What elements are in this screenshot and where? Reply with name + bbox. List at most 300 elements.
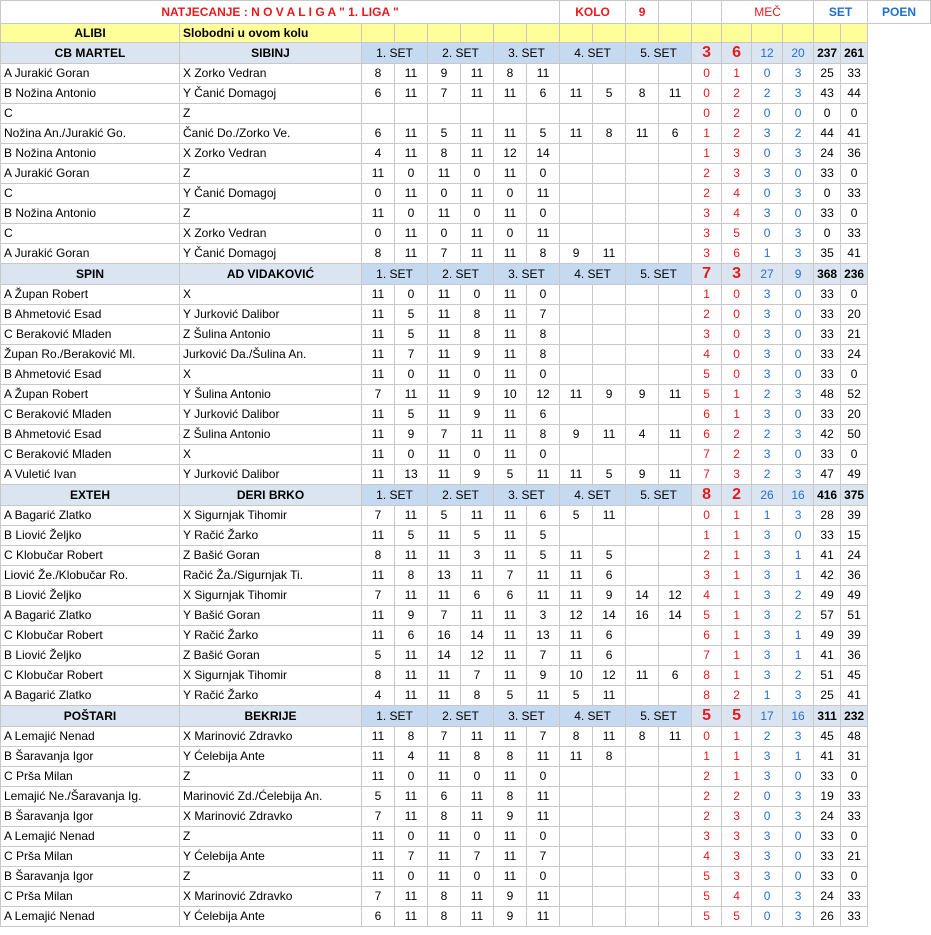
points-away: 15 (841, 526, 868, 546)
sets-away: 3 (783, 184, 814, 204)
set-score: 11 (395, 807, 428, 827)
set-score (659, 907, 692, 927)
match-points-away: 236 (841, 264, 868, 285)
points-home: 19 (814, 787, 841, 807)
points-home: 43 (814, 84, 841, 104)
set-score: 9 (626, 465, 659, 485)
set-score: 11 (626, 666, 659, 686)
set-score: 6 (527, 405, 560, 425)
set-label: 2. SET (428, 43, 494, 64)
set-score: 11 (428, 445, 461, 465)
set-score: 6 (461, 586, 494, 606)
game-row (1, 345, 931, 365)
set-score: 8 (428, 907, 461, 927)
away-player: X Marinović Zdravko (180, 887, 362, 907)
points-home: 42 (814, 566, 841, 586)
match-points-home: 416 (814, 485, 841, 506)
home-player: C Beraković Mladen (1, 445, 180, 465)
points-home: 26 (814, 907, 841, 927)
game-row (1, 546, 931, 566)
sets-away: 2 (783, 586, 814, 606)
set-score: 11 (560, 84, 593, 104)
set-score: 9 (626, 385, 659, 405)
home-player: Nožina An./Jurakić Go. (1, 124, 180, 144)
set-score: 11 (494, 546, 527, 566)
set-score: 8 (395, 727, 428, 747)
mec-home: 5 (692, 907, 722, 927)
away-player: X Zorko Vedran (180, 144, 362, 164)
set-score: 7 (362, 807, 395, 827)
mec-home: 8 (692, 686, 722, 706)
game-row (1, 64, 931, 84)
set-score (395, 104, 428, 124)
points-home: 33 (814, 526, 841, 546)
away-player: Z (180, 104, 362, 124)
points-home: 28 (814, 506, 841, 526)
sets-away: 3 (783, 807, 814, 827)
mec-away: 3 (722, 465, 752, 485)
set-score (593, 787, 626, 807)
points-away: 21 (841, 847, 868, 867)
set-score: 7 (527, 847, 560, 867)
set-score: 0 (527, 204, 560, 224)
set-score (593, 887, 626, 907)
points-home: 33 (814, 445, 841, 465)
set-score: 11 (527, 64, 560, 84)
set-score: 3 (527, 606, 560, 626)
set-score: 5 (395, 405, 428, 425)
mec-away: 1 (722, 646, 752, 666)
set-score: 4 (626, 425, 659, 445)
set-score: 11 (527, 887, 560, 907)
points-home: 47 (814, 465, 841, 485)
set-score: 6 (494, 586, 527, 606)
away-player: Y Šulina Antonio (180, 385, 362, 405)
set-score (659, 526, 692, 546)
set-score (626, 787, 659, 807)
set-score (560, 104, 593, 124)
sets-home: 3 (752, 365, 783, 385)
sets-home: 3 (752, 204, 783, 224)
game-row (1, 526, 931, 546)
set-score (659, 807, 692, 827)
set-score: 11 (395, 224, 428, 244)
game-row (1, 405, 931, 425)
set-score (626, 285, 659, 305)
sets-away: 1 (783, 747, 814, 767)
mec-home: 0 (692, 727, 722, 747)
sets-home: 2 (752, 727, 783, 747)
set-score: 4 (362, 686, 395, 706)
set-score: 11 (494, 827, 527, 847)
set-score: 7 (461, 847, 494, 867)
set-score: 11 (362, 566, 395, 586)
set-label: 1. SET (362, 264, 428, 285)
mec-home: 2 (692, 164, 722, 184)
sets-away: 0 (783, 847, 814, 867)
set-score (593, 285, 626, 305)
set-score (560, 445, 593, 465)
game-row (1, 847, 931, 867)
set-score: 16 (428, 626, 461, 646)
mec-away: 1 (722, 666, 752, 686)
set-score (659, 827, 692, 847)
set-score: 7 (428, 425, 461, 445)
set-score: 11 (362, 847, 395, 867)
away-player: Y Račić Žarko (180, 526, 362, 546)
points-away: 49 (841, 465, 868, 485)
mec-away: 2 (722, 425, 752, 445)
away-player: Z (180, 204, 362, 224)
away-player: X (180, 285, 362, 305)
set-score: 11 (593, 244, 626, 264)
set-score: 9 (593, 586, 626, 606)
points-away: 36 (841, 646, 868, 666)
header-blank (692, 1, 722, 24)
set-score: 11 (428, 465, 461, 485)
set-score: 12 (593, 666, 626, 686)
set-score: 11 (362, 827, 395, 847)
set-score (659, 104, 692, 124)
set-score (626, 887, 659, 907)
match-points-home: 311 (814, 706, 841, 727)
set-score (593, 847, 626, 867)
mec-home: 3 (692, 325, 722, 345)
set-score: 11 (362, 727, 395, 747)
set-score: 11 (527, 465, 560, 485)
set-score: 11 (362, 345, 395, 365)
set-score (626, 847, 659, 867)
home-player: C (1, 224, 180, 244)
set-score (659, 867, 692, 887)
set-score: 11 (395, 385, 428, 405)
away-player: Z Bašić Goran (180, 646, 362, 666)
mec-away: 1 (722, 405, 752, 425)
game-row (1, 84, 931, 104)
sets-away: 2 (783, 606, 814, 626)
set-score: 11 (560, 626, 593, 646)
mec-home: 2 (692, 305, 722, 325)
set-score: 11 (494, 204, 527, 224)
set-score: 11 (494, 285, 527, 305)
set-score: 11 (428, 164, 461, 184)
set-score: 11 (659, 727, 692, 747)
mec-home: 1 (692, 747, 722, 767)
points-home: 49 (814, 586, 841, 606)
set-score: 11 (428, 345, 461, 365)
game-row (1, 224, 931, 244)
home-player: A Bagarić Zlatko (1, 686, 180, 706)
set-score: 11 (560, 465, 593, 485)
mec-home: 6 (692, 405, 722, 425)
match-mec-home: 3 (692, 43, 722, 64)
set-score: 9 (395, 606, 428, 626)
mec-away: 1 (722, 526, 752, 546)
mec-home: 2 (692, 787, 722, 807)
set-score: 11 (494, 606, 527, 626)
points-away: 0 (841, 204, 868, 224)
home-player: B Šaravanja Igor (1, 747, 180, 767)
set-score: 11 (494, 526, 527, 546)
set-score: 11 (428, 747, 461, 767)
home-player: A Jurakić Goran (1, 164, 180, 184)
set-score: 7 (362, 385, 395, 405)
set-score (593, 526, 626, 546)
set-score: 11 (362, 767, 395, 787)
mec-home: 3 (692, 204, 722, 224)
set-score: 11 (461, 64, 494, 84)
set-score: 7 (527, 305, 560, 325)
set-score (593, 867, 626, 887)
home-player: B Nožina Antonio (1, 84, 180, 104)
set-score (626, 144, 659, 164)
away-player: X Marinović Zdravko (180, 807, 362, 827)
points-away: 44 (841, 84, 868, 104)
set-score: 0 (494, 184, 527, 204)
mec-away: 3 (722, 164, 752, 184)
set-score: 11 (428, 686, 461, 706)
away-player: Y Čanić Domagoj (180, 84, 362, 104)
sets-home: 3 (752, 546, 783, 566)
match-mec-home: 8 (692, 485, 722, 506)
set-score: 9 (395, 425, 428, 445)
match-mec-away: 2 (722, 485, 752, 506)
sets-away: 1 (783, 646, 814, 666)
set-score: 11 (428, 586, 461, 606)
points-away: 45 (841, 666, 868, 686)
mec-away: 3 (722, 847, 752, 867)
set-score (560, 224, 593, 244)
game-row (1, 646, 931, 666)
set-score: 8 (560, 727, 593, 747)
away-player: Z Bašić Goran (180, 546, 362, 566)
set-score (560, 345, 593, 365)
mec-away: 1 (722, 586, 752, 606)
set-label: 1. SET (362, 43, 428, 64)
match-header-row (1, 264, 931, 285)
match-points-away: 375 (841, 485, 868, 506)
set-label: 2. SET (428, 485, 494, 506)
points-home: 33 (814, 305, 841, 325)
set-score: 0 (362, 224, 395, 244)
sets-away: 3 (783, 144, 814, 164)
away-player: X Zorko Vedran (180, 224, 362, 244)
set-score: 11 (593, 686, 626, 706)
set-score (659, 445, 692, 465)
sets-away: 3 (783, 244, 814, 264)
home-player: B Nožina Antonio (1, 204, 180, 224)
mec-home: 3 (692, 244, 722, 264)
set-score: 0 (461, 867, 494, 887)
sets-home: 2 (752, 385, 783, 405)
set-score: 11 (395, 666, 428, 686)
set-score: 8 (428, 807, 461, 827)
set-score: 0 (395, 445, 428, 465)
set-score: 12 (560, 606, 593, 626)
home-player: C Prša Milan (1, 887, 180, 907)
away-player: Y Čanić Domagoj (180, 244, 362, 264)
set-score: 7 (527, 727, 560, 747)
points-home: 33 (814, 827, 841, 847)
game-row (1, 807, 931, 827)
set-score: 14 (428, 646, 461, 666)
set-score: 11 (428, 847, 461, 867)
set-score (659, 164, 692, 184)
sets-away: 0 (783, 204, 814, 224)
points-home: 48 (814, 385, 841, 405)
match-sets-home: 27 (752, 264, 783, 285)
set-score: 9 (560, 425, 593, 445)
match-mec-away: 3 (722, 264, 752, 285)
set-score (626, 526, 659, 546)
mec-home: 2 (692, 546, 722, 566)
set-score: 0 (527, 365, 560, 385)
set-score: 10 (494, 385, 527, 405)
set-score: 11 (362, 867, 395, 887)
sets-away: 0 (783, 365, 814, 385)
home-player: C Klobučar Robert (1, 666, 180, 686)
set-score: 4 (362, 144, 395, 164)
sets-home: 0 (752, 907, 783, 927)
set-score (560, 64, 593, 84)
set-score: 9 (494, 887, 527, 907)
set-score (560, 405, 593, 425)
mec-away: 3 (722, 867, 752, 887)
home-player: B Šaravanja Igor (1, 807, 180, 827)
set-score: 14 (461, 626, 494, 646)
set-score: 11 (494, 506, 527, 526)
game-row (1, 144, 931, 164)
away-player: Marinović Zd./Ćelebija An. (180, 787, 362, 807)
set-score: 9 (461, 465, 494, 485)
home-player: C (1, 184, 180, 204)
points-away: 48 (841, 727, 868, 747)
home-player: A Župan Robert (1, 285, 180, 305)
set-score (560, 867, 593, 887)
set-score: 0 (461, 164, 494, 184)
match-mec-home: 5 (692, 706, 722, 727)
mec-away: 2 (722, 104, 752, 124)
set-score: 5 (494, 686, 527, 706)
set-score: 11 (527, 807, 560, 827)
game-row (1, 465, 931, 485)
set-score: 7 (494, 566, 527, 586)
points-home: 35 (814, 244, 841, 264)
set-score: 12 (527, 385, 560, 405)
kolo-value: 9 (626, 1, 659, 24)
sets-away: 0 (783, 345, 814, 365)
set-score: 0 (527, 767, 560, 787)
mec-away: 3 (722, 144, 752, 164)
sets-home: 3 (752, 827, 783, 847)
away-player: Y Ćelebija Ante (180, 747, 362, 767)
set-score (626, 506, 659, 526)
home-player: A Lemajić Nenad (1, 907, 180, 927)
set-score (560, 305, 593, 325)
mec-away: 4 (722, 887, 752, 907)
set-score: 11 (659, 465, 692, 485)
set-label: SET (814, 1, 868, 24)
mec-home: 6 (692, 626, 722, 646)
points-away: 33 (841, 907, 868, 927)
set-score: 6 (428, 787, 461, 807)
sets-away: 3 (783, 907, 814, 927)
points-away: 39 (841, 506, 868, 526)
away-player: Z Šulina Antonio (180, 325, 362, 345)
set-score: 11 (395, 144, 428, 164)
set-score (626, 686, 659, 706)
set-score: 8 (626, 727, 659, 747)
sets-home: 3 (752, 626, 783, 646)
mec-home: 7 (692, 465, 722, 485)
away-player: X (180, 445, 362, 465)
sets-home: 0 (752, 64, 783, 84)
away-player: Jurković Da./Šulina An. (180, 345, 362, 365)
mec-away: 1 (722, 566, 752, 586)
set-label: 5. SET (626, 706, 692, 727)
points-home: 24 (814, 887, 841, 907)
set-score: 14 (527, 144, 560, 164)
set-score: 8 (461, 747, 494, 767)
game-row (1, 686, 931, 706)
set-score: 11 (461, 224, 494, 244)
set-score: 11 (461, 807, 494, 827)
set-score: 11 (461, 425, 494, 445)
set-score: 8 (395, 566, 428, 586)
mec-home: 2 (692, 807, 722, 827)
set-score: 9 (428, 64, 461, 84)
points-away: 50 (841, 425, 868, 445)
set-score: 11 (494, 767, 527, 787)
set-score (659, 325, 692, 345)
set-score: 3 (461, 546, 494, 566)
mec-away: 1 (722, 64, 752, 84)
mec-away: 2 (722, 84, 752, 104)
away-player: X Sigurnjak Tihomir (180, 586, 362, 606)
points-home: 24 (814, 807, 841, 827)
sets-away: 3 (783, 64, 814, 84)
points-away: 21 (841, 325, 868, 345)
set-score: 11 (494, 867, 527, 887)
set-score: 0 (527, 164, 560, 184)
set-score: 11 (494, 325, 527, 345)
set-score: 8 (461, 686, 494, 706)
set-score (593, 405, 626, 425)
sets-away: 3 (783, 224, 814, 244)
sets-away: 1 (783, 566, 814, 586)
mec-home: 8 (692, 666, 722, 686)
away-player: X Sigurnjak Tihomir (180, 506, 362, 526)
mec-away: 0 (722, 365, 752, 385)
sets-home: 2 (752, 465, 783, 485)
set-score (626, 325, 659, 345)
set-score: 11 (461, 887, 494, 907)
set-score: 8 (527, 325, 560, 345)
sets-home: 3 (752, 747, 783, 767)
match-sets-home: 12 (752, 43, 783, 64)
set-score: 14 (659, 606, 692, 626)
set-score (593, 767, 626, 787)
sets-away: 3 (783, 84, 814, 104)
set-score (626, 305, 659, 325)
set-score: 11 (659, 425, 692, 445)
set-score: 5 (395, 325, 428, 345)
set-score: 6 (362, 907, 395, 927)
game-row (1, 787, 931, 807)
set-score: 0 (395, 867, 428, 887)
set-score (659, 646, 692, 666)
mec-away: 1 (722, 767, 752, 787)
